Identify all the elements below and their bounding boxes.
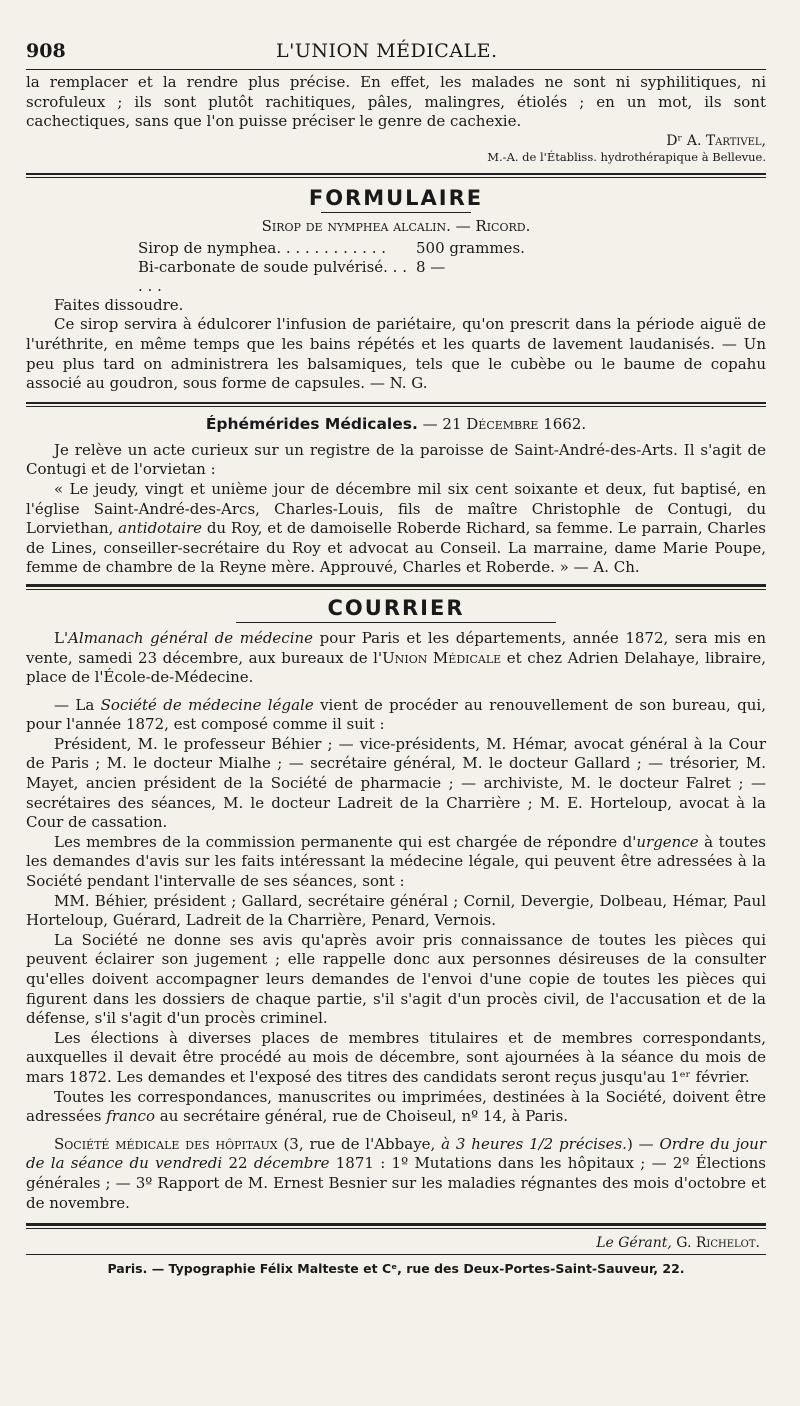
header-rule (26, 69, 766, 70)
formulaire-paragraph: Ce sirop servira à édulcorer l'infusion de pariétaire, qu'on prescrit dans la période aiguë de l'uréthrite, en même temps que les bains répétés et les quarts de lavement laudanisés. — Un peu plus tard on administrera les balsamiques, tels que le cubèbe ou le baume de copahu associé au goudron, sous forme de capsules. — N. G. (26, 315, 766, 393)
courrier-paragraph: Les élections à diverses places de membres titulaires et de membres correspondants, auxquelles il devait être procédé au mois de décembre, sont ajournées à la séance du mois de mars 1872. Les demandes et l'exposé des titres des candidats seront reçus jusqu'au 1ᵉʳ février. (26, 1028, 766, 1086)
ephemerides-date: — 21 Décembre 1662. (422, 414, 587, 433)
courrier-paragraph: Société médicale des hôpitaux (3, rue de l'Abbaye, à 3 heures 1/2 précises.) — Ordre du jour de la séance du vendredi 22 décembre 1871 : 1º Mutations dans les hôpitaux ; — 2º Élections générales ; — 3º Rapport de M. Ernest Besnier sur les maladies régnantes des mois d'octobre et de novembre. (26, 1134, 767, 1212)
section-separator (26, 173, 766, 178)
footer-rule (26, 1223, 766, 1229)
ephemerides-paragraph: Je relève un acte curieux sur un registre de la paroisse de Saint-André-des-Arts. Il s'agit de Contugi et de l'orvietan : (26, 440, 766, 479)
intro-signature-name: Dʳ A. Tartivel, (666, 132, 766, 149)
ephemerides-heading: Éphémérides Médicales. (205, 414, 418, 433)
courrier-title-rule (236, 622, 556, 623)
ingredient-quantity: 8 — (416, 257, 446, 276)
section-separator (26, 584, 766, 590)
courrier-paragraph: MM. Béhier, président ; Gallard, secrétaire général ; Cornil, Devergie, Dolbeau, Hémar, Paul Horteloup, Guérard, Ladreit de la Charrière, Penard, Vernois. (26, 891, 766, 930)
courrier-paragraph: Les membres de la commission permanente qui est chargée de répondre d'urgence à toutes les demandes d'avis sur les faits intéressant la médecine légale, qui peuvent être adressées à la Société pendant l'intervalle de ses séances, sont : (26, 832, 766, 891)
formulaire-title: FORMULAIRE (308, 185, 484, 210)
page-number: 908 (26, 40, 66, 62)
section-separator (26, 402, 766, 407)
formula-ingredient (26, 239, 766, 258)
intro-paragraph: la remplacer et la rendre plus précise. En effet, les malades ne sont ni syphilitiques, ni scrofuleux ; ils sont plutôt rachitiques, pâles, malingres, étiolés ; en un mot, ils sont cachectiques, sans que l'on puisse préciser le genre de cachexie. (26, 73, 766, 131)
ingredient-name: Bi-carbonate de soude pulvérisé. . . . . . (138, 257, 407, 295)
formulaire-title-rule (321, 212, 471, 213)
formula-ingredient (26, 258, 766, 296)
running-title: L'UNION MÉDICALE. (276, 40, 498, 62)
courrier-paragraph: — La Société de médecine légale vient de procéder au renouvellement de son bureau, qui, pour l'année 1872, est composé comme il suit : (26, 695, 766, 734)
formulaire-subtitle: Sirop de nymphea alcalin. — Ricord. (261, 216, 531, 235)
courrier-paragraph: L'Almanach général de médecine pour Paris et les départements, année 1872, sera mis en vente, samedi 23 décembre, aux bureaux de l'Union Médicale et chez Adrien Delahaye, libraire, place de l'École-de-Médecine. (26, 628, 766, 687)
ingredient-name: Sirop de nymphea. . . . . . . . . . . . (138, 238, 386, 257)
gerant-signature: Le Gérant, G. Richelot. (596, 1235, 760, 1252)
courrier-paragraph: Toutes les correspondances, manuscrites ou imprimées, destinées à la Société, doivent être adressées franco au secrétaire général, rue de Choiseul, nº 14, à Paris. (26, 1087, 766, 1126)
courrier-title: COURRIER (327, 595, 465, 620)
courrier-paragraph: Président, M. le professeur Béhier ; — vice-présidents, M. Hémar, avocat général à la Cour de Paris ; M. le docteur Mialhe ; — secrétaire général, M. le docteur Gallard ; — trésorier, M. Mayet, ancien président de la Société de pharmacie ; — archiviste, M. le docteur Falret ; — secrétaires des séances, M. le docteur Ladreit de la Charrière ; M. E. Horteloup, avocat à la Cour de cassation. (26, 734, 766, 832)
ephemerides-title (26, 415, 766, 433)
ingredient-quantity: 500 grammes. (416, 238, 525, 257)
printer-imprint: Paris. — Typographie Félix Malteste et Cᵉ, rue des Deux-Portes-Saint-Sauveur, 22. (107, 1261, 685, 1277)
courrier-paragraph: La Société ne donne ses avis qu'après avoir pris connaissance de toutes les pièces qui peuvent éclairer son jugement ; elle rappelle donc aux personnes désireuses de la consulter qu'elles doivent accompagner leurs demandes de l'envoi d'une copie de toutes les pièces qui figurent dans les dossiers de chaque partie, s'il s'agit d'un procès civil, de l'accusation et de la défense, s'il s'agit d'un procès criminel. (26, 930, 766, 1028)
intro-signature-role: M.-A. de l'Établiss. hydrothérapique à Bellevue. (487, 149, 766, 164)
imprint-rule (26, 1254, 766, 1255)
formula-instruction: Faites dissoudre. (54, 295, 184, 314)
ephemerides-quote: « Le jeudy, vingt et unième jour de décembre mil six cent soixante et deux, fut baptisé, en l'église Saint-André-des-Arcs, Charles-Louis, fils de maître Christophle de Contugi, du Lorviethan, antidotaire du Roy, et de damoiselle Roberde Richard, sa femme. Le parrain, Charles de Lines, conseiller-secrétaire du Roy et advocat au Conseil. La marraine, dame Marie Poupe, femme de chambre de la Reyne mère. Approuvé, Charles et Roberde. » — A. Ch. (26, 479, 766, 577)
page-header (26, 40, 766, 66)
